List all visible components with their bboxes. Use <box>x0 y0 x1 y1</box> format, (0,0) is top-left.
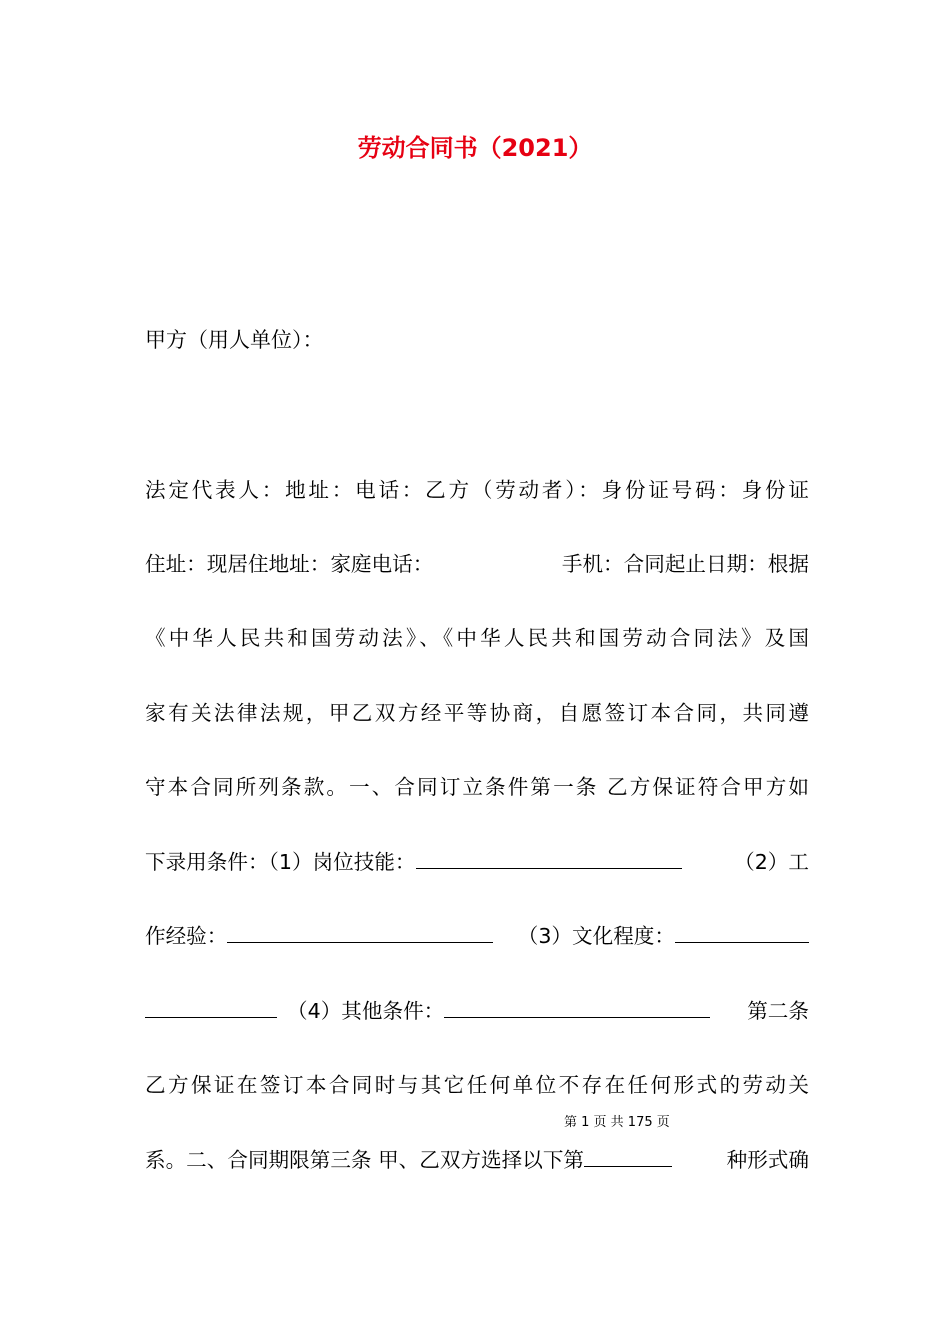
other-conditions-blank[interactable] <box>444 995 710 1018</box>
body-line-1: 法定代表人：地址：电话：乙方（劳动者）：身份证号码：身份证 <box>145 478 809 502</box>
body-line-7 <box>145 918 809 954</box>
body-line-10-start: 系。二、合同期限第三条 甲、乙双方选择以下第 <box>145 1148 585 1172</box>
body-line-7-mid: （3）文化程度： <box>517 924 675 948</box>
body-line-9: 乙方保证在签订本合同时与其它任何单位不存在任何形式的劳动关 <box>145 1073 809 1097</box>
body-line-2-end: 手机：合同起止日期：根据 <box>561 552 809 576</box>
body-line-6-end: （2）工 <box>734 850 809 874</box>
party-a-label: 甲方（用人单位）： <box>145 328 324 352</box>
experience-blank[interactable] <box>227 920 493 943</box>
body-line-8 <box>145 993 809 1029</box>
skill-blank[interactable] <box>416 846 682 869</box>
body-line-6 <box>145 844 809 880</box>
page-number-footer: 第 1 页 共 175 页 <box>564 1115 670 1130</box>
body-line-5: 守本合同所列条款。一、合同订立条件第一条 乙方保证符合甲方如 <box>145 775 809 799</box>
body-line-10 <box>145 1142 809 1178</box>
body-line-8-end: 第二条 <box>747 999 809 1023</box>
education-blank-continued[interactable] <box>145 995 277 1018</box>
body-line-2 <box>145 546 809 582</box>
body-line-8-group <box>287 993 710 1029</box>
body-line-6-start: 下录用条件：（1）岗位技能： <box>145 850 416 874</box>
document-title: 劳动合同书（2021） <box>357 134 593 162</box>
body-line-10-end: 种形式确 <box>726 1148 809 1172</box>
body-line-8-mid: （4）其他条件： <box>287 999 445 1023</box>
body-line-3: 《中华人民共和国劳动法》、《中华人民共和国劳动合同法》及国 <box>145 626 809 650</box>
body-line-7-end-group <box>518 918 809 954</box>
education-blank[interactable] <box>675 920 809 943</box>
body-line-7-start: 作经验： <box>145 924 228 948</box>
body-line-4: 家有关法律法规，甲乙双方经平等协商，自愿签订本合同，共同遵 <box>145 701 809 725</box>
body-line-2-start: 住址：现居住地址：家庭电话： <box>145 552 434 576</box>
term-form-blank[interactable] <box>584 1144 672 1167</box>
